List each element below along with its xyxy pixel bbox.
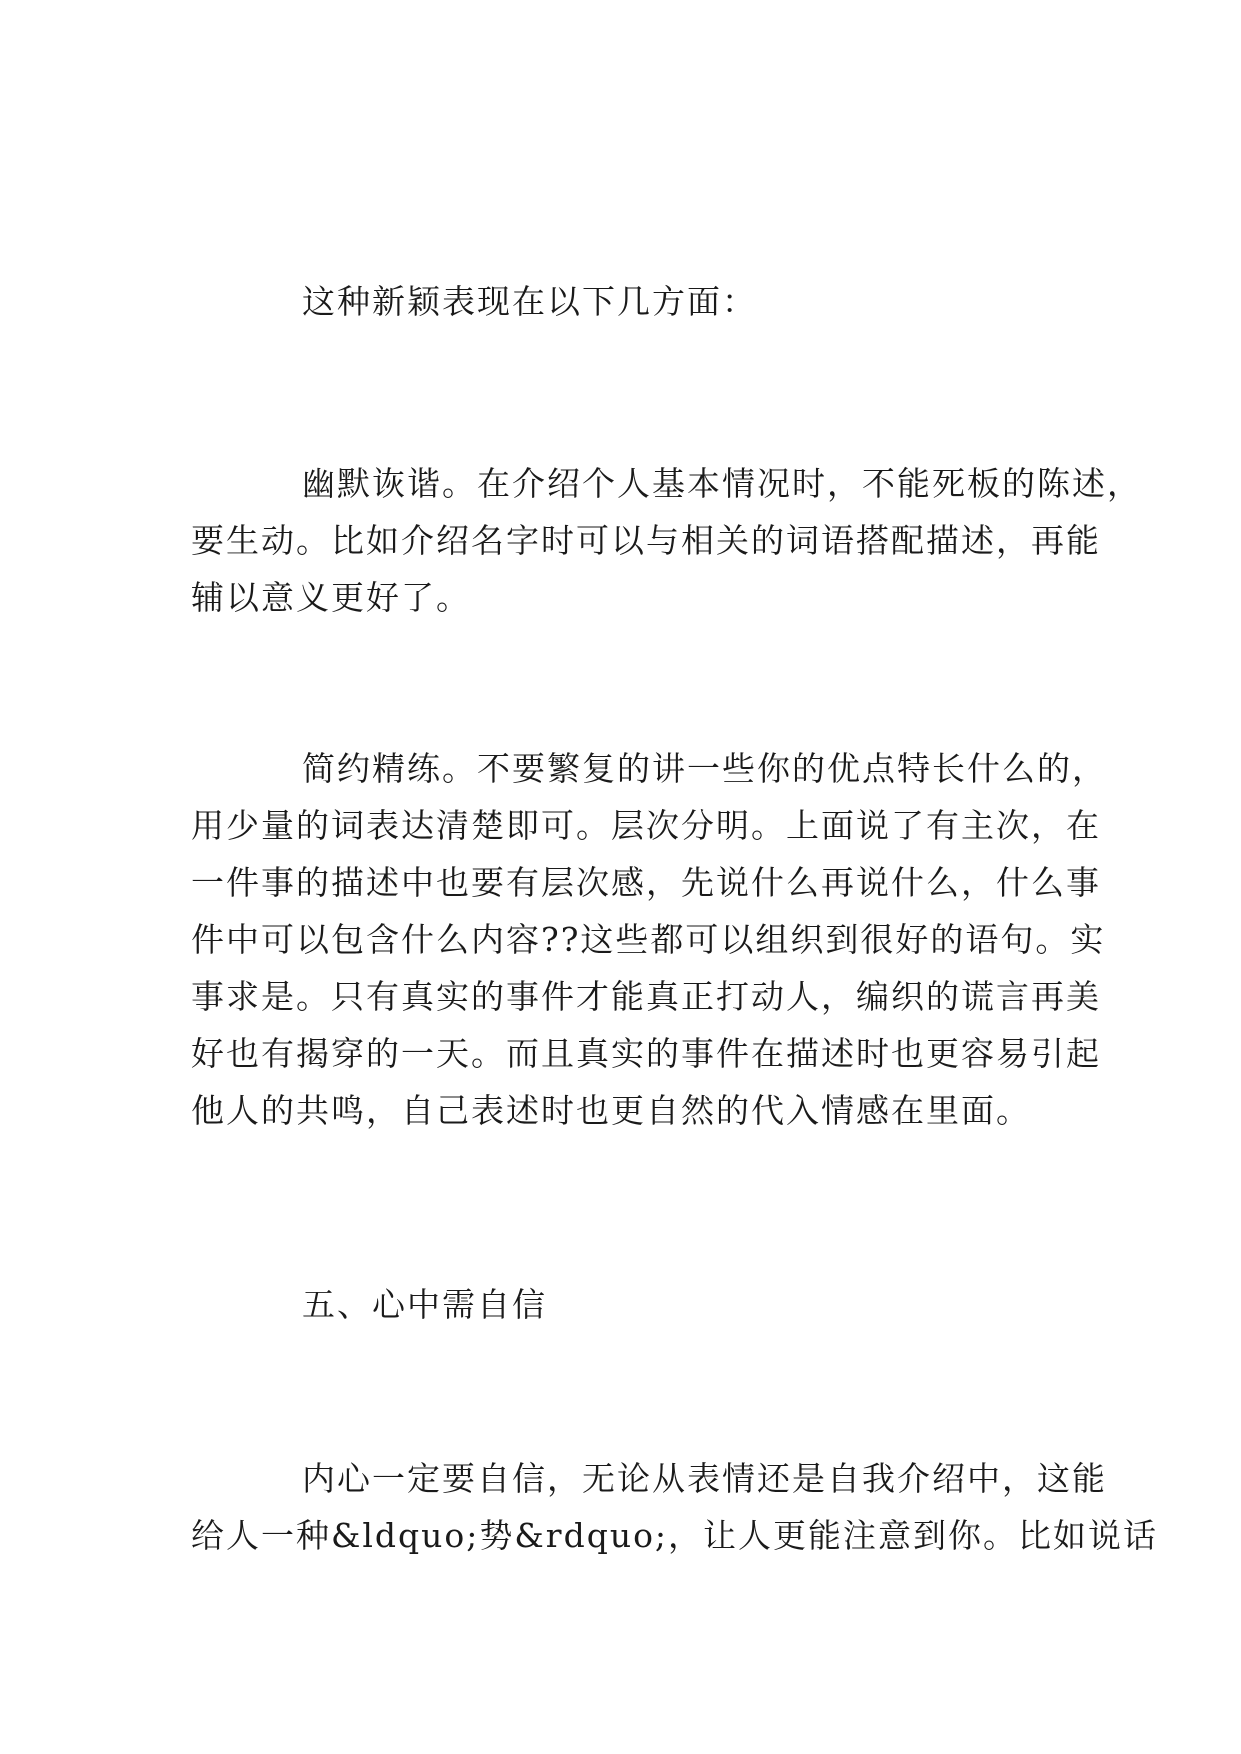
paragraph-line: 内心一定要自信，无论从表情还是自我介绍中，这能	[302, 1459, 1107, 1498]
paragraph-line: 要生动。比如介绍名字时可以与相关的词语搭配描述，再能	[191, 521, 1101, 560]
paragraph-line: 一件事的描述中也要有层次感，先说什么再说什么，什么事	[191, 863, 1101, 902]
section-heading	[191, 1276, 1071, 1333]
paragraph-confidence	[191, 1450, 1159, 1564]
paragraph-line: 好也有揭穿的一天。而且真实的事件在描述时也更容易引起	[191, 1034, 1101, 1073]
paragraph-line: 辅以意义更好了。	[191, 578, 471, 617]
paragraph-line: 这种新颖表现在以下几方面：	[302, 282, 757, 321]
paragraph-line: 件中可以包含什么内容??这些都可以组织到很好的语句。实	[191, 920, 1106, 959]
paragraph-concise	[191, 740, 1107, 1139]
paragraph-line: 事求是。只有真实的事件才能真正打动人，编织的谎言再美	[191, 977, 1101, 1016]
paragraph-line: 用少量的词表达清楚即可。层次分明。上面说了有主次，在	[191, 806, 1101, 845]
heading-line: 五、心中需自信	[302, 1285, 547, 1324]
paragraph-line: 简约精练。不要繁复的讲一些你的优点特长什么的，	[302, 749, 1107, 788]
paragraph-intro	[191, 273, 1071, 330]
paragraph-line: 幽默诙谐。在介绍个人基本情况时，不能死板的陈述，	[302, 464, 1142, 503]
paragraph-line: 他人的共鸣，自己表述时也更自然的代入情感在里面。	[191, 1091, 1031, 1130]
paragraph-humor	[191, 455, 1142, 626]
paragraph-line: 给人一种&ldquo;势&rdquo;，让人更能注意到你。比如说话	[191, 1516, 1159, 1555]
